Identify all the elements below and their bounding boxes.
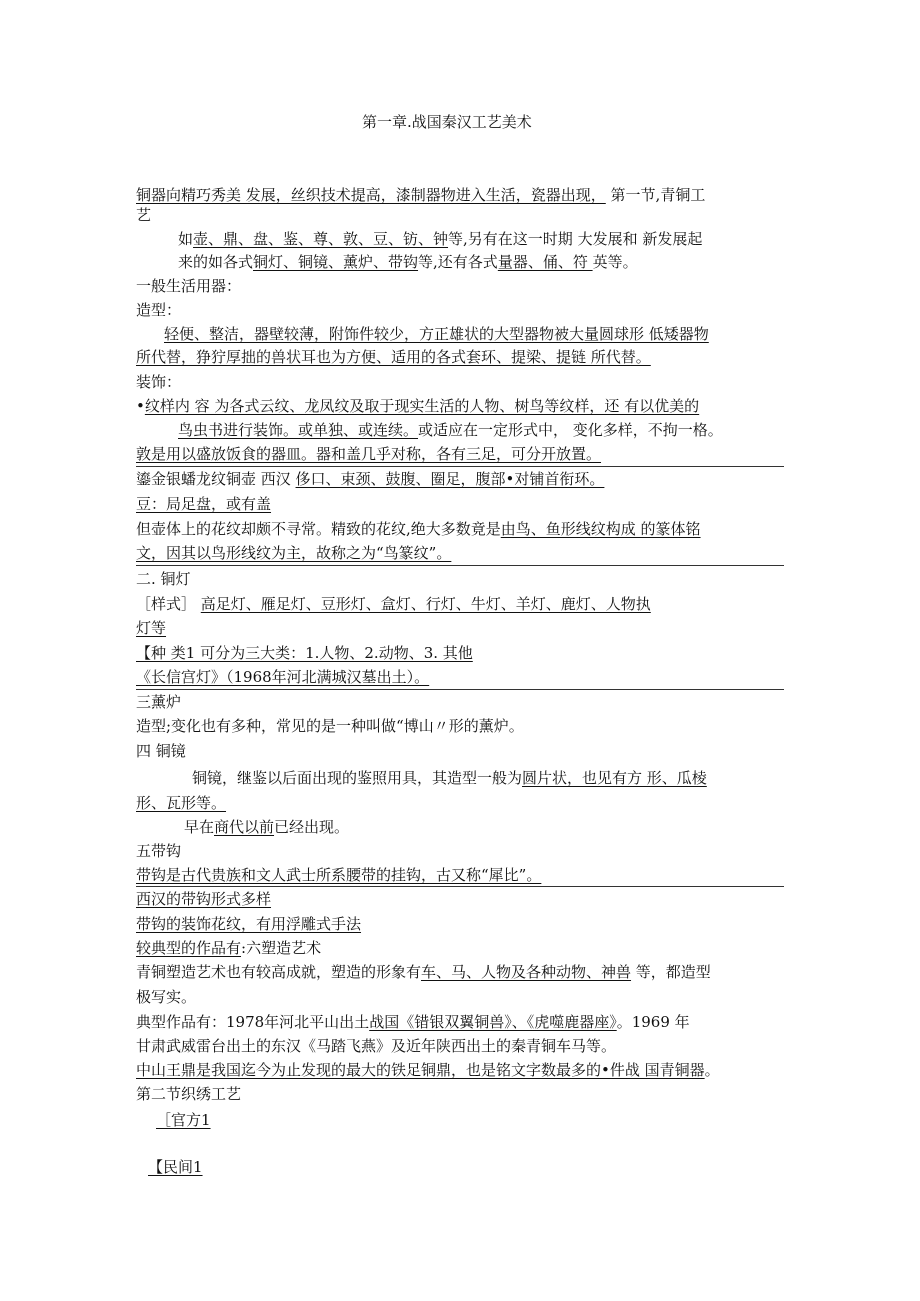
vessel-list: 壶、鼎、盘、鉴、尊、敦、豆、钫、钟 bbox=[193, 230, 449, 248]
hu-description: 鎏金银蟠龙纹铜壶 西汉 侈口、束颈、鼓腹、圈足，腹部•对铺首衔环。 bbox=[136, 470, 605, 488]
mirror-line-2: 形、瓦形等。 bbox=[136, 794, 227, 812]
vessel-types-line: 如壶、鼎、盘、鉴、尊、敦、豆、钫、钟等,另有在这一时期 大发展和 新发展起 bbox=[178, 230, 703, 248]
shape-label: 造型： bbox=[136, 301, 182, 319]
decoration-line-2: 鸟虫书进行装饰。或单独、或连续。或适应在一定形式中， 变化多样，不拘一格。 bbox=[178, 421, 723, 439]
hook-line-3: 带钩的装饰花纹，有用浮雕式手法 bbox=[136, 915, 362, 933]
decoration-label: 装饰： bbox=[136, 373, 182, 391]
mirror-line-1: 铜镜，继鉴以后面出现的鉴照用具，其造型一般为圆片状，也见有方 形、瓜棱 bbox=[192, 769, 707, 787]
dun-description: 敦是用以盛放饭食的器皿。器和盖几乎对称，各有三足，可分开放置。 bbox=[136, 445, 602, 463]
mirror-line-3: 早在商代以前已经出现。 bbox=[184, 818, 350, 836]
sculpture-line-5: 中山王鼎是我国迄今为止发现的最大的铁足铜鼎，也是铭文字数最多的•件战 国青铜器。 bbox=[136, 1061, 720, 1079]
intro-line bbox=[136, 185, 705, 205]
hook-line-4: 较典型的作品有:六塑造艺术 bbox=[136, 939, 322, 957]
sculpture-line-1: 青铜塑造艺术也有较高成就，塑造的形象有车、马、人物及各种动物、神兽 等，都造型 bbox=[136, 963, 711, 981]
censer-text: 造型;变化也有多种，常见的是一种叫做“博山〃形的薰炉。 bbox=[136, 717, 524, 735]
section-heading-bronze: 第一节,青铜工 bbox=[605, 186, 706, 204]
hook-line-1: 带钩是古代贵族和文人武士所系腰带的挂钩，古又称“犀比”。 bbox=[136, 866, 542, 884]
divider bbox=[136, 689, 784, 690]
bird-script-line-2: 文，因其以鸟形线纹为主，故称之为“鸟篆纹”。 bbox=[136, 544, 452, 562]
mirror-heading: 四 铜镜 bbox=[136, 742, 186, 760]
lamp-kinds: 【种 类1 可分为三大类：1.人物、2.动物、3. 其他 bbox=[136, 644, 473, 662]
hook-heading: 五带钩 bbox=[136, 842, 182, 860]
shape-text-1: 轻便、整洁，器壁较薄，附饰件较少，方正雄状的大型器物被大量圆球形 低矮器物 bbox=[164, 325, 709, 343]
shape-text-2: 所代替，狰狞厚拙的兽状耳也为方便、适用的各式套环、提梁、提链 所代替。 bbox=[136, 348, 651, 366]
section-heading-textile: 第二节织绣工艺 bbox=[136, 1085, 242, 1103]
new-types-list: 铜灯、铜镜、薰炉、带钩 bbox=[253, 253, 419, 271]
intro-text: 铜器向精巧秀美 发展，丝织技术提高，漆制器物进入生活，瓷器出现， bbox=[136, 186, 606, 204]
lamp-example: 《长信宫灯》（1968年河北满城汉墓出土）。 bbox=[136, 668, 430, 686]
divider bbox=[136, 466, 784, 467]
section-heading-wrap: 艺 bbox=[136, 206, 152, 224]
official-label: ［官方1 bbox=[156, 1111, 211, 1129]
dou-description: 豆：局足盘，或有盖 bbox=[136, 495, 272, 513]
general-utensils-heading: 一般生活用器： bbox=[136, 277, 242, 295]
hook-line-2: 西汉的带钩形式多样 bbox=[136, 890, 272, 908]
sculpture-line-2: 极写实。 bbox=[136, 988, 197, 1006]
lamp-styles-wrap: 灯等 bbox=[136, 619, 167, 637]
decoration-line-1: •纹样内 容 为各式云纹、龙凤纹及取于现实生活的人物、树鸟等纹样，还 有以优美的 bbox=[136, 397, 700, 415]
lamp-heading: 二. 铜灯 bbox=[136, 570, 191, 588]
measure-list: 量器、俑、符 bbox=[497, 253, 593, 271]
sculpture-line-3: 典型作品有：1978年河北平山出土战国《错银双翼铜兽》、《虎噬鹿器座》。1969 年 bbox=[136, 1013, 690, 1031]
divider bbox=[136, 565, 784, 566]
lamp-styles-line: ［样式］ 高足灯、雁足灯、豆形灯、盒灯、行灯、牛灯、羊灯、鹿灯、人物执 bbox=[136, 595, 651, 613]
new-types-line: 来的如各式铜灯、铜镜、薰炉、带钩等,还有各式量器、俑、符 英等。 bbox=[178, 253, 638, 271]
bird-script-line-1: 但壶体上的花纹却颇不寻常。精致的花纹,绝大多数竟是由鸟、鱼形线纹构成 的篆体铭 bbox=[136, 520, 701, 538]
divider bbox=[136, 886, 784, 887]
sculpture-line-4: 甘肃武威雷台出土的东汉《马踏飞燕》及近年陕西出土的秦青铜车马等。 bbox=[136, 1037, 617, 1055]
page-title: 第一章.战国秦汉工艺美术 bbox=[362, 113, 532, 131]
folk-label: 【民间1 bbox=[148, 1158, 203, 1176]
bullet-icon: • bbox=[136, 397, 145, 415]
censer-heading: 三薰炉 bbox=[136, 693, 182, 711]
